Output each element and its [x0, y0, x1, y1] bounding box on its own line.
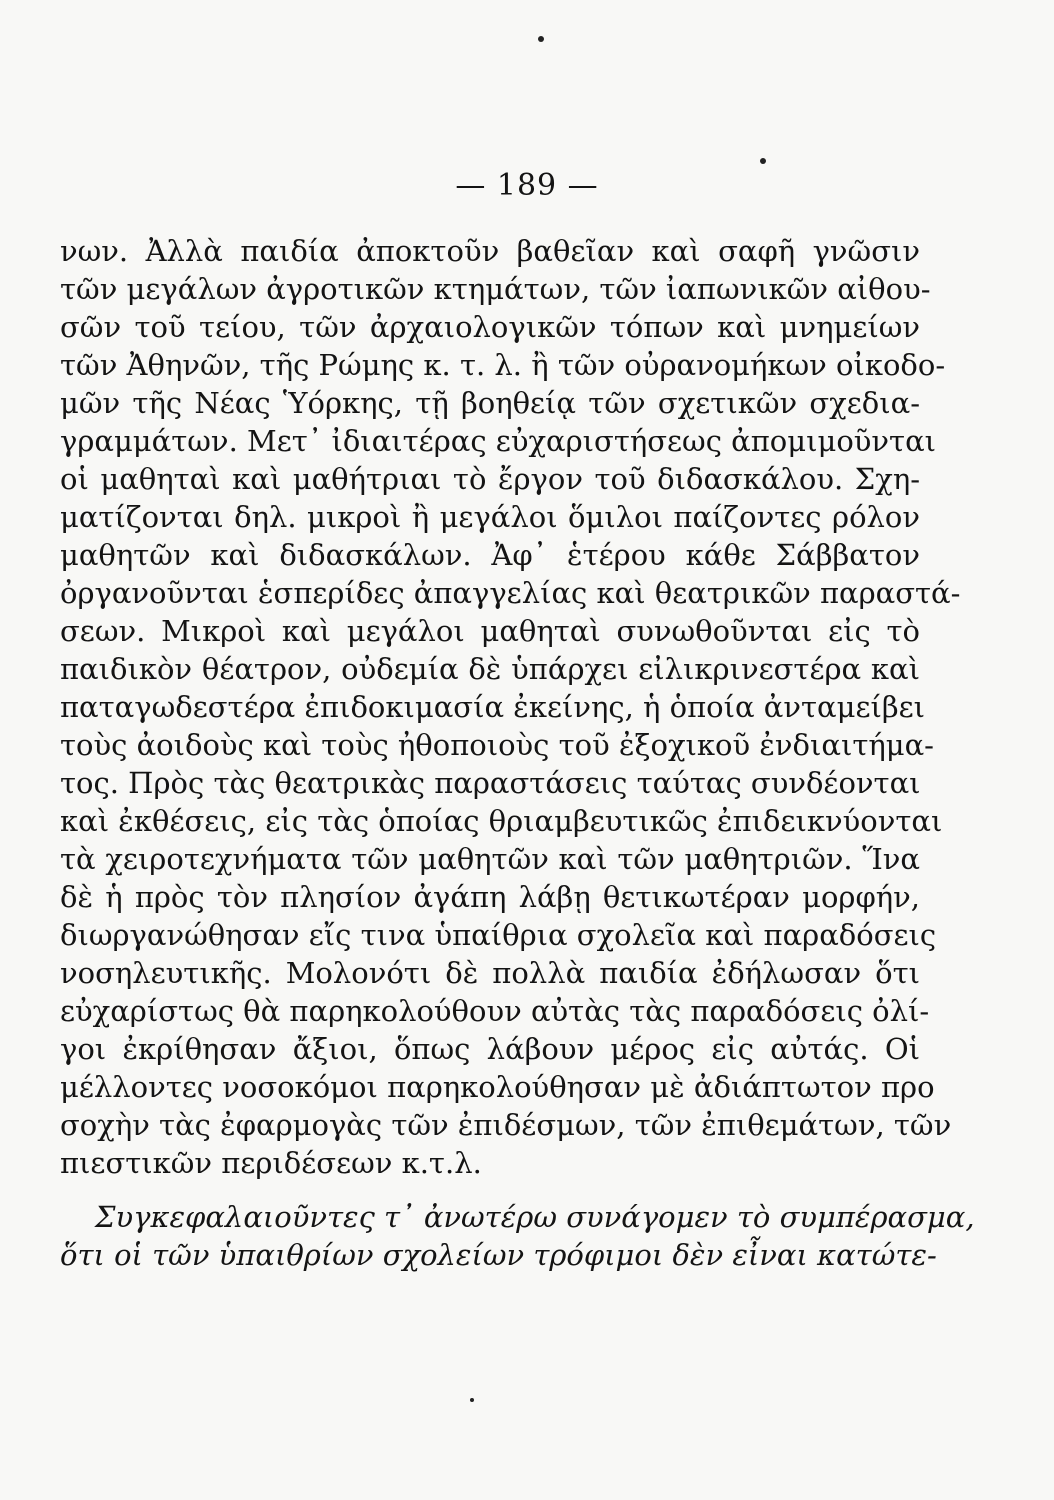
- text-line: νων. Ἀλλὰ παιδία ἀποκτοῦν βαθεῖαν καὶ σαφῆ γνῶσιν: [60, 234, 920, 268]
- text-line: γοι ἐκρίθησαν ἄξιοι, ὅπως λάβουν μέρος εἰς αὐτάς. Οἱ: [60, 1032, 920, 1066]
- text-line: μέλλοντες νοσοκόμοι παρηκολούθησαν μὲ ἀδιάπτωτον προ: [60, 1070, 935, 1104]
- print-speck: [470, 1398, 474, 1402]
- text-line: παταγωδεστέρα ἐπιδοκιμασία ἐκείνης, ἡ ὁποία ἀνταμείβει: [60, 690, 926, 724]
- text-line: νοσηλευτικῆς. Μολονότι δὲ πολλὰ παιδία ἐδήλωσαν ὅτι: [60, 956, 920, 990]
- text-line: τοὺς ἀοιδοὺς καὶ τοὺς ἠθοποιοὺς τοῦ ἐξοχικοῦ ἐνδιαιτήμα-: [60, 728, 934, 762]
- text-line: ματίζονται δηλ. μικροὶ ἢ μεγάλοι ὅμιλοι παίζοντες ρόλον: [60, 500, 920, 534]
- text-line: πιεστικῶν περιδέσεων κ.τ.λ.: [60, 1146, 482, 1180]
- text-line: σεων. Μικροὶ καὶ μεγάλοι μαθηταὶ συνωθοῦνται εἰς τὸ: [60, 614, 920, 648]
- conclusion-line: ὅτι οἱ τῶν ὑπαιθρίων σχολείων τρόφιμοι δὲν εἶναι κατώτε-: [60, 1238, 937, 1272]
- print-speck: [538, 36, 544, 42]
- text-line: δὲ ἡ πρὸς τὸν πλησίον ἀγάπη λάβῃ θετικωτέραν μορφήν,: [60, 880, 920, 914]
- text-line: μῶν τῆς Νέας Ὑόρκης, τῇ βοηθείᾳ τῶν σχετικῶν σχεδια-: [60, 386, 920, 420]
- text-line: σοχὴν τὰς ἐφαρμογὰς τῶν ἐπιδέσμων, τῶν ἐπιθεμάτων, τῶν: [60, 1108, 952, 1142]
- conclusion-line: Συγκεφαλαιοῦντες τ᾽ ἀνωτέρω συνάγομεν τὸ συμπέρασμα,: [95, 1200, 975, 1234]
- print-speck: [760, 158, 766, 164]
- text-line: εὐχαρίστως θὰ παρηκολούθουν αὐτὰς τὰς παραδόσεις ὀλί-: [60, 994, 930, 1028]
- text-line: τὰ χειροτεχνήματα τῶν μαθητῶν καὶ τῶν μαθητριῶν. Ἵνα: [60, 842, 920, 876]
- text-line: γραμμάτων. Μετ᾽ ἰδιαιτέρας εὐχαριστήσεως ἀπομιμοῦνται: [60, 424, 937, 458]
- text-line: σῶν τοῦ τείου, τῶν ἀρχαιολογικῶν τόπων καὶ μνημείων: [60, 310, 920, 344]
- text-line: τος. Πρὸς τὰς θεατρικὰς παραστάσεις ταύτας συνδέονται: [60, 766, 921, 800]
- text-line: ὀργανοῦνται ἑσπερίδες ἀπαγγελίας καὶ θεατρικῶν παραστά-: [60, 576, 961, 610]
- text-line: μαθητῶν καὶ διδασκάλων. Ἀφ᾽ ἑτέρου κάθε Σάββατον: [60, 538, 920, 572]
- text-line: παιδικὸν θέατρον, οὐδεμία δὲ ὑπάρχει εἰλικρινεστέρα καὶ: [60, 652, 920, 686]
- text-line: τῶν Ἀθηνῶν, τῆς Ρώμης κ. τ. λ. ἢ τῶν οὐρανομήκων οἰκοδο-: [60, 348, 946, 382]
- page-number: — 189 —: [455, 168, 599, 203]
- text-line: διωργανώθησαν εἴς τινα ὑπαίθρια σχολεῖα καὶ παραδόσεις: [60, 918, 937, 952]
- text-line: οἱ μαθηταὶ καὶ μαθήτριαι τὸ ἔργον τοῦ διδασκάλου. Σχη-: [60, 462, 920, 496]
- text-line: τῶν μεγάλων ἀγροτικῶν κτημάτων, τῶν ἰαπωνικῶν αἰθου-: [60, 272, 931, 306]
- text-line: καὶ ἐκθέσεις, εἰς τὰς ὁποίας θριαμβευτικῶς ἐπιδεικνύονται: [60, 804, 943, 838]
